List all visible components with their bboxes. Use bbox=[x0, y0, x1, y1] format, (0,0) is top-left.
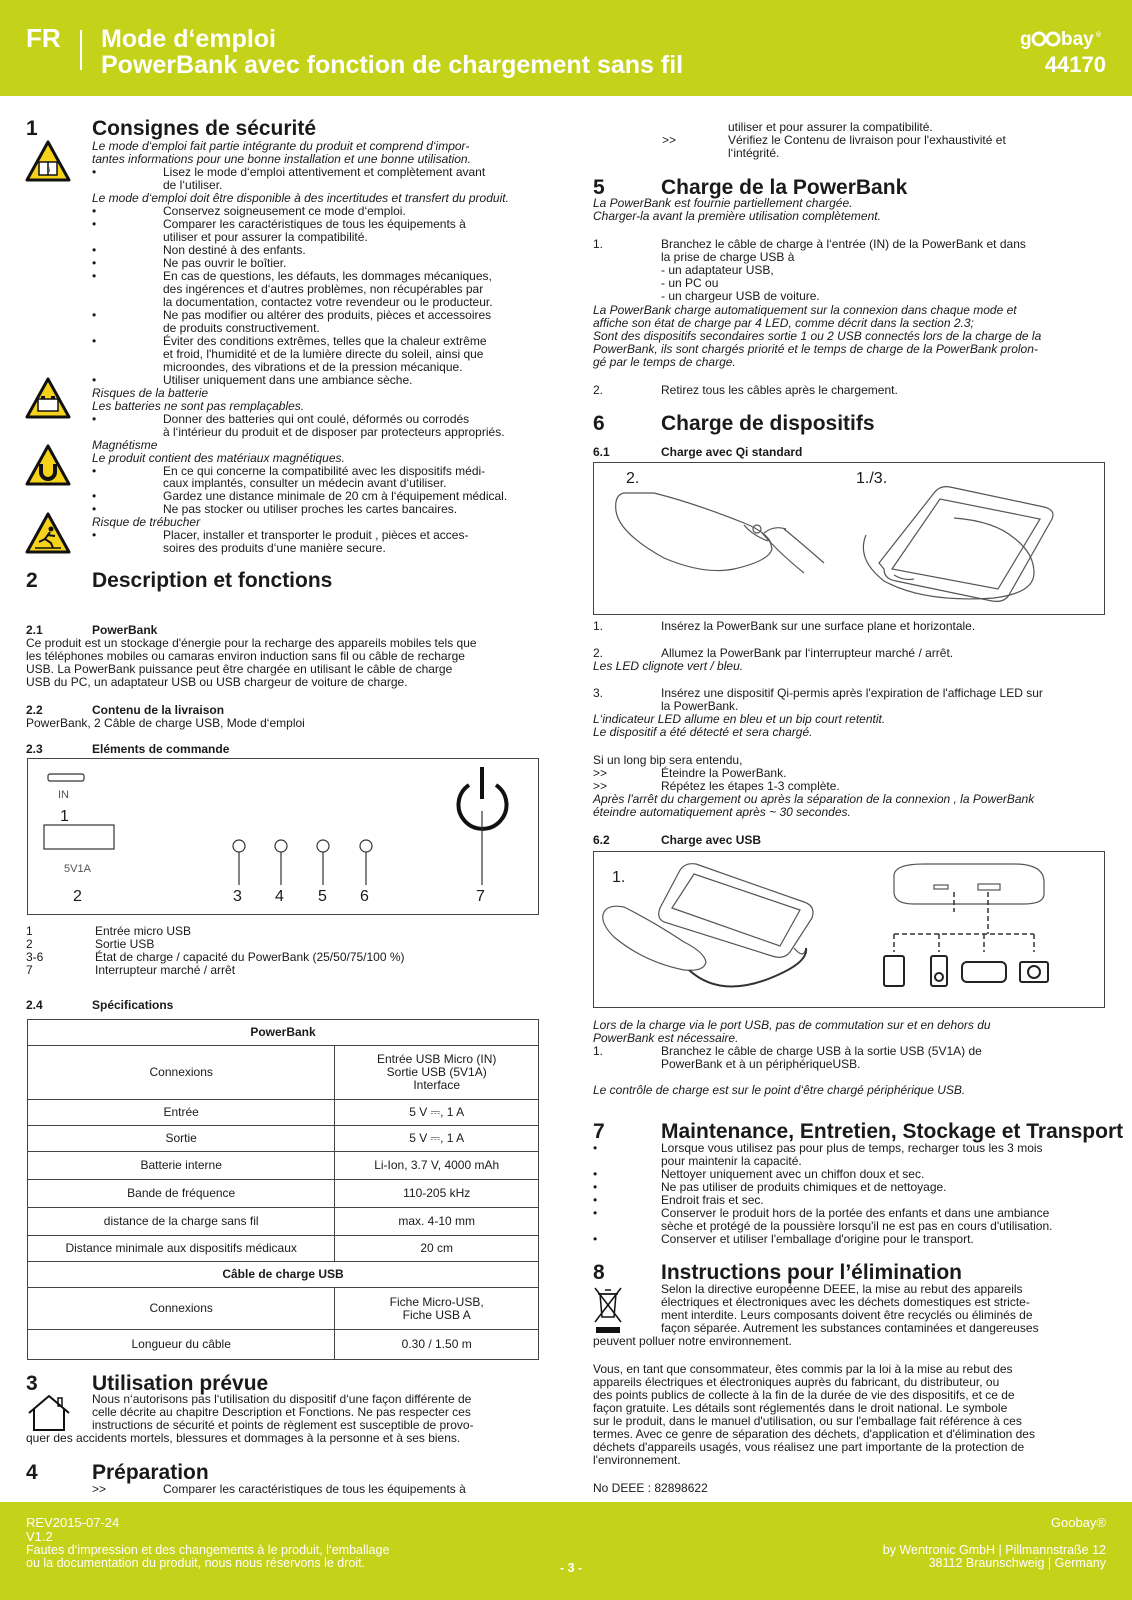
spec-header-cable: Câble de charge USB bbox=[28, 1262, 539, 1288]
safety-line: Ne pas modifier ou altérer des produits, pièces et accessoires bbox=[163, 307, 492, 322]
safety-line: et froid, l'humidité et de la lumière directe du soleil, ainsi que bbox=[163, 346, 484, 361]
section-8-number: 8 bbox=[593, 1261, 605, 1284]
language-code: FR bbox=[26, 23, 61, 53]
section-6-2-number: 6.2 bbox=[593, 833, 610, 847]
usb-charging-illustration bbox=[593, 851, 1105, 1008]
section-3-number: 3 bbox=[26, 1372, 38, 1395]
disposal-line: ment interdite. Leurs composants doivent être recyclés ou éliminés de bbox=[661, 1308, 1033, 1322]
step-text: Branchez le câble de charge USB à la sortie USB (5V1A) de bbox=[661, 1044, 982, 1058]
usb-step-label-1: 1. bbox=[612, 869, 626, 886]
spec-key: distance de la charge sans fil bbox=[28, 1208, 335, 1236]
bullet-icon: • bbox=[593, 1193, 598, 1207]
s5-note-2: Charger-la avant la première utilisation complètement. bbox=[593, 209, 881, 223]
safety-line: Le produit contient des matériaux magnétiques. bbox=[92, 450, 345, 465]
table-row bbox=[28, 1152, 539, 1180]
section-2-4-title: Spécifications bbox=[92, 998, 174, 1012]
home-icon bbox=[25, 1393, 73, 1433]
section-2-2-title: Contenu de la livraison bbox=[92, 703, 225, 717]
s5-note-1: La PowerBank est fournie partiellement chargée. bbox=[593, 196, 853, 210]
bullet-icon: • bbox=[92, 502, 97, 517]
spec-value: 5 V ⎓, 1 A bbox=[335, 1126, 539, 1152]
safety-line: Ne pas stocker ou utiliser proches les cartes bancaires. bbox=[163, 502, 458, 517]
prep-step-1-cont: utiliser et pour assurer la compatibilité. bbox=[728, 120, 933, 134]
bullet-icon: • bbox=[92, 489, 97, 504]
bullet-icon: • bbox=[92, 528, 97, 543]
tablet-icon bbox=[884, 956, 904, 986]
charging-note: La PowerBank charge automatiquement sur la connexion dans chaque mode et bbox=[593, 303, 1017, 317]
arrow-marker: >> bbox=[593, 766, 608, 780]
section-1-number: 1 bbox=[26, 117, 38, 140]
safety-line: tantes informations pour une bonne installation et une bonne utilisation. bbox=[92, 151, 471, 166]
intended-use-line: instructions de sécurité et points de règlement est susceptible de provo- bbox=[92, 1418, 474, 1432]
section-2-2-number: 2.2 bbox=[26, 703, 43, 717]
maintenance-line: Endroit frais et sec. bbox=[661, 1193, 764, 1207]
section-5-number: 5 bbox=[593, 176, 605, 199]
maintenance-line: Conserver le produit hors de la portée des enfants et dans une ambiance bbox=[661, 1206, 1050, 1220]
safety-line: Non destiné à des enfants. bbox=[163, 242, 306, 257]
prep-step-2-marker: >> bbox=[662, 133, 677, 147]
safety-line: Les batteries ne sont pas remplaçables. bbox=[92, 398, 305, 413]
spec-key: Sortie bbox=[28, 1126, 335, 1152]
maintenance-line: Conserver et utiliser l'emballage d'origine pour le transport. bbox=[661, 1232, 974, 1246]
spec-value: 5 V ⎓, 1 A bbox=[335, 1100, 539, 1126]
safety-line: En cas de questions, les défauts, les dommages mécaniques, bbox=[163, 268, 492, 283]
arrow-marker: >> bbox=[593, 779, 608, 793]
step-note: Le dispositif a été détecté et sera chargé. bbox=[593, 725, 813, 739]
table-row bbox=[28, 1180, 539, 1208]
qi-charging-illustration bbox=[593, 462, 1105, 615]
table-row bbox=[28, 1100, 539, 1126]
legend-text: Entrée micro USB bbox=[95, 924, 192, 938]
bullet-icon: • bbox=[593, 1232, 598, 1246]
table-row bbox=[28, 1236, 539, 1262]
maintenance-line: Lorsque vous utilisez pas pour plus de temps, recharger tous les 3 mois bbox=[661, 1141, 1043, 1155]
product-title: PowerBank avec fonction de chargement sans fil bbox=[101, 51, 684, 79]
section-8-title: Instructions pour l’élimination bbox=[661, 1261, 963, 1284]
package-contents: PowerBank, 2 Câble de charge USB, Mode d‘emploi bbox=[26, 716, 305, 730]
auto-off-note: Après l'arrêt du chargement ou après la séparation de la connexion , la PowerBank bbox=[593, 792, 1035, 806]
step-note: Les LED clignote vert / bleu. bbox=[593, 659, 744, 673]
address-line-2: 38112 Braunschweig | Germany bbox=[928, 1556, 1106, 1570]
callout-3: 3 bbox=[233, 888, 242, 905]
page-header bbox=[0, 0, 1132, 96]
prep-step-2: Vérifiez le Contenu de livraison pour l'exhaustivité et bbox=[728, 133, 1006, 147]
header-divider bbox=[80, 30, 82, 70]
qi-step-label-2: 2. bbox=[626, 470, 640, 487]
callout-4: 4 bbox=[275, 888, 284, 905]
spec-value: 0.30 / 1.50 m bbox=[335, 1330, 539, 1360]
version: V1.2 bbox=[26, 1529, 53, 1544]
spec-key: Bande de fréquence bbox=[28, 1180, 335, 1208]
section-7-number: 7 bbox=[593, 1120, 605, 1143]
spec-key: Connexions bbox=[28, 1288, 335, 1330]
maintenance-line: Ne pas utiliser de produits chimiques et de nettoyage. bbox=[661, 1180, 947, 1194]
micro-usb-port-icon bbox=[48, 774, 84, 781]
bullet-icon: • bbox=[92, 255, 97, 270]
spec-value: Fiche Micro-USB, Fiche USB A bbox=[335, 1288, 539, 1330]
step-text: Insérez une dispositif Qi-permis après l'expiration de l'affichage LED sur bbox=[661, 686, 1043, 700]
charging-note: gé par le temps de charge. bbox=[593, 355, 736, 369]
controls-diagram bbox=[27, 758, 539, 915]
description-line: USB du PC, un adaptateur USB ou USB chargeur de voiture de charge. bbox=[26, 675, 408, 689]
step-text: - un adaptateur USB, bbox=[661, 263, 774, 277]
spec-key: Longueur du câble bbox=[28, 1330, 335, 1360]
bullet-icon: • bbox=[92, 333, 97, 348]
safety-line: En ce qui concerne la compatibilité avec les dispositifs médi- bbox=[163, 463, 486, 478]
disposal-line: façon séparée. Autrement les substances contaminées et dangereuses bbox=[661, 1321, 1039, 1335]
section-6-title: Charge de dispositifs bbox=[661, 412, 875, 435]
callout-7: 7 bbox=[476, 888, 485, 905]
safety-line: Placer, installer et transporter le produit , pièces et acces- bbox=[163, 528, 469, 543]
trip-hazard-warning-icon bbox=[25, 512, 71, 554]
section-7-title: Maintenance, Entretien, Stockage et Transport bbox=[661, 1120, 1124, 1143]
step-text: - un chargeur USB de voiture. bbox=[661, 289, 820, 303]
page-footer bbox=[0, 1502, 1132, 1600]
safety-line: Gardez une distance minimale de 20 cm à l‘équipement médical. bbox=[163, 489, 508, 504]
callout-2: 2 bbox=[73, 888, 82, 905]
table-row bbox=[28, 1288, 539, 1330]
safety-line: microondes, des vibrations et de la pression mécanique. bbox=[163, 359, 463, 374]
callout-1: 1 bbox=[60, 808, 69, 825]
usb-note: Lors de la charge via le port USB, pas de commutation sur et en dehors du bbox=[593, 1018, 991, 1032]
disposal-line: électriques et électroniques avec les déchets domestiques est stricte- bbox=[661, 1295, 1030, 1309]
legend-number: 1 bbox=[26, 924, 33, 938]
safety-line: des ingérences et d‘autres problèmes, non récupérables par bbox=[163, 281, 484, 296]
safety-line: Le mode d‘emploi doit être disponible à des incertitudes et transfert du produit. bbox=[92, 190, 509, 205]
intended-use-line: quer des accidents mortels, blessures et dommages à la personne et à ses biens. bbox=[26, 1431, 461, 1445]
description-line: USB. La PowerBank puissance peut être chargée en utilisant le câble de charge bbox=[26, 662, 453, 676]
safety-line: de produits constructivement. bbox=[163, 320, 320, 335]
section-6-number: 6 bbox=[593, 412, 605, 435]
section-6-1-number: 6.1 bbox=[593, 445, 610, 459]
intended-use-line: Nous n‘autorisons pas l‘utilisation du dispositif d‘une façon différente de bbox=[92, 1392, 472, 1406]
brand-name: Goobay® bbox=[1050, 1515, 1106, 1530]
in-label: IN bbox=[58, 789, 69, 801]
step-number: 2. bbox=[593, 646, 604, 660]
step-text: Branchez le câble de charge à l‘entrée (IN) de la PowerBank et dans bbox=[661, 237, 1026, 251]
charging-note: PowerBank, ils sont chargés priorité et le temps de charge de la PowerBank prolon- bbox=[593, 342, 1038, 356]
disposal-line: des points publics de collecte à la fin de la durée de vie des dispositifs, et ce de bbox=[593, 1388, 1015, 1402]
bullet-icon: • bbox=[92, 372, 97, 387]
led-indicators bbox=[233, 840, 372, 885]
legend-number: 7 bbox=[26, 963, 33, 977]
step-note: L‘indicateur LED allume en bleu et un bip court retentit. bbox=[593, 712, 886, 726]
beep-step: Répétez les étapes 1-3 complète. bbox=[661, 779, 840, 793]
bullet-icon: • bbox=[92, 268, 97, 283]
step-number: 1. bbox=[593, 1044, 604, 1058]
section-5-title: Charge de la PowerBank bbox=[661, 176, 908, 199]
spec-key: Distance minimale aux dispositifs médicaux bbox=[28, 1236, 335, 1262]
table-row bbox=[28, 1046, 539, 1100]
legend-text: État de charge / capacité du PowerBank (25/50/75/100 %) bbox=[95, 950, 405, 964]
weee-number: No DEEE : 82898622 bbox=[593, 1481, 708, 1495]
step-text: Retirez tous les câbles après le chargement. bbox=[661, 383, 898, 397]
table-header-row bbox=[28, 1020, 539, 1046]
section-2-title: Description et fonctions bbox=[92, 569, 333, 592]
svg-text:bay: bay bbox=[1061, 29, 1094, 50]
prep-step-1-marker: >> bbox=[92, 1482, 107, 1496]
step-number: 3. bbox=[593, 686, 604, 700]
disposal-line: l'environnement. bbox=[593, 1453, 681, 1467]
power-switch-icon bbox=[459, 767, 507, 885]
step-number: 1. bbox=[593, 619, 604, 633]
article-number: 44170 bbox=[1044, 52, 1106, 77]
safety-line: Le mode d‘emploi fait partie intégrante du produit et comprend d‘impor- bbox=[92, 139, 470, 153]
bullet-icon: • bbox=[92, 203, 97, 218]
description-line: Ce produit est un stockage d'énergie pour la recharge des appareils mobiles tels que bbox=[26, 636, 477, 650]
svg-text:g: g bbox=[1020, 29, 1032, 50]
revision: REV2015-07-24 bbox=[26, 1515, 120, 1530]
step-text: la prise de charge USB à bbox=[661, 250, 795, 264]
legend-text: Sortie USB bbox=[95, 937, 155, 951]
safety-line: soires des produits d‘une manière secure. bbox=[163, 541, 386, 556]
section-4-title: Préparation bbox=[92, 1461, 209, 1484]
safety-line: Ne pas ouvrir le boîtier. bbox=[163, 255, 287, 270]
step-number: 1. bbox=[593, 237, 604, 251]
beep-step: Éteindre la PowerBank. bbox=[661, 766, 787, 780]
bullet-icon: • bbox=[593, 1141, 598, 1155]
read-manual-warning-icon bbox=[25, 140, 71, 182]
auto-off-note: éteindre automatiquement après ~ 30 secondes. bbox=[593, 805, 851, 819]
intended-use-line: celle décrite au chapitre Description et Fonctions. Ne pas respecter ces bbox=[92, 1405, 471, 1419]
safety-line: Risques de la batterie bbox=[92, 385, 209, 400]
callout-5: 5 bbox=[318, 888, 327, 905]
safety-line: Magnétisme bbox=[92, 437, 158, 452]
safety-line: Comparer les caractéristiques de tous les équipements à bbox=[163, 216, 466, 231]
section-2-4-number: 2.4 bbox=[26, 998, 43, 1012]
spec-value: 20 cm bbox=[335, 1236, 539, 1262]
step-text: Allumez la PowerBank par l‘interrupteur marché / arrêt. bbox=[661, 646, 954, 660]
spec-key: Entrée bbox=[28, 1100, 335, 1126]
bullet-icon: • bbox=[92, 242, 97, 257]
disclaimer-line-1: Fautes d‘impression et des changements à le produit, l‘emballage bbox=[26, 1543, 390, 1557]
usb-port-icon bbox=[44, 825, 114, 849]
doc-title: Mode d‘emploi bbox=[101, 25, 276, 53]
prep-step-2-cont: l‘intégrité. bbox=[728, 146, 780, 160]
disposal-line: déchets d'appareils usagés, vous réalisez une part importante de la protection de bbox=[593, 1440, 1025, 1454]
charging-note: Sont des dispositifs secondaires sortie 1 ou 2 USB connectés lors de la charge de la bbox=[593, 329, 1042, 343]
legend-number: 3-6 bbox=[26, 950, 44, 964]
svg-text:i: i bbox=[49, 168, 51, 174]
safety-line: Utiliser uniquement dans une ambiance sèche. bbox=[163, 372, 413, 387]
section-1-title: Consignes de sécurité bbox=[92, 117, 317, 140]
bullet-icon: • bbox=[92, 463, 97, 478]
safety-line: Lisez le mode d‘emploi attentivement et complètement avant bbox=[163, 164, 486, 179]
safety-line: caux implantés, consulter un médecin avant d‘utiliser. bbox=[163, 476, 447, 491]
weee-bin-icon bbox=[593, 1285, 623, 1335]
spec-value: Li-Ion, 3.7 V, 4000 mAh bbox=[335, 1152, 539, 1180]
charging-note: affiche son état de charge par 4 LED, comme décrit dans la section 2.3; bbox=[593, 316, 974, 330]
section-6-2-title: Charge avec USB bbox=[661, 833, 762, 847]
beep-text: Si un long bip sera entendu, bbox=[593, 753, 743, 767]
spec-value: Entrée USB Micro (IN) Sortie USB (5V1A) Interface bbox=[335, 1046, 539, 1100]
maintenance-line: pour maintenir la capacité. bbox=[661, 1154, 802, 1168]
disclaimer-line-2: ou la documentation du produit, nous nous réservons le droit. bbox=[26, 1556, 366, 1570]
disposal-line: façon gratuite. Les détails sont réglementés dans le droit national. Le symbole bbox=[593, 1401, 1008, 1415]
magnet-warning-icon bbox=[25, 444, 71, 486]
disposal-line: Selon la directive européenne DEEE, la mise au rebut des appareils bbox=[661, 1282, 1023, 1296]
maintenance-line: sèche et protégé de la poussière lorsqu'il ne est pas en cours d'utilisation. bbox=[661, 1219, 1053, 1233]
spec-key: Batterie interne bbox=[28, 1152, 335, 1180]
prep-step-1: Comparer les caractéristiques de tous les équipements à bbox=[163, 1482, 466, 1496]
usb-note: PowerBank est nécessaire. bbox=[593, 1031, 739, 1045]
step-text: PowerBank et à un périphériqueUSB. bbox=[661, 1057, 861, 1071]
table-row bbox=[28, 1330, 539, 1360]
bullet-icon: • bbox=[92, 164, 97, 179]
table-header-row bbox=[28, 1262, 539, 1288]
section-2-3-title: Eléments de commande bbox=[92, 742, 230, 756]
safety-line: Donner des batteries qui ont coulé, déformés ou corrodés bbox=[163, 411, 470, 426]
legend-number: 2 bbox=[26, 937, 33, 951]
page-number: - 3 - bbox=[560, 1561, 583, 1575]
disposal-line: termes. Avec ce genre de séparation des déchets, d'application et d'élimination des bbox=[593, 1427, 1035, 1441]
spec-key: Connexions bbox=[28, 1046, 335, 1100]
safety-line: à l‘intérieur du produit et de disposer par protecteurs appropriés. bbox=[163, 424, 505, 439]
section-2-1-number: 2.1 bbox=[26, 623, 43, 637]
specifications-table bbox=[27, 1019, 539, 1360]
disposal-line: sur le produit, dans le manuel d'utilisation, ou sur l'emballage fait référence à ces bbox=[593, 1414, 1022, 1428]
section-6-1-title: Charge avec Qi standard bbox=[661, 445, 803, 459]
spec-value: max. 4-10 mm bbox=[335, 1208, 539, 1236]
bullet-icon: • bbox=[593, 1180, 598, 1194]
bullet-icon: • bbox=[92, 411, 97, 426]
section-2-1-title: PowerBank bbox=[92, 623, 158, 637]
bullet-icon: • bbox=[92, 216, 97, 231]
bullet-icon: • bbox=[593, 1206, 598, 1220]
step-text: - un PC ou bbox=[661, 276, 719, 290]
safety-line: la documentation, contactez votre revendeur ou le producteur. bbox=[163, 294, 493, 309]
usb-note: Le contrôle de charge est sur le point d‘être chargé périphérique USB. bbox=[593, 1083, 966, 1097]
maintenance-line: Nettoyer uniquement avec un chiffon doux et sec. bbox=[661, 1167, 925, 1181]
step-number: 2. bbox=[593, 383, 604, 397]
game-console-icon bbox=[962, 962, 1006, 982]
section-2-number: 2 bbox=[26, 569, 38, 592]
callout-6: 6 bbox=[360, 888, 369, 905]
spec-header-powerbank: PowerBank bbox=[28, 1020, 539, 1046]
battery-warning-icon bbox=[25, 377, 71, 419]
table-row bbox=[28, 1208, 539, 1236]
goobay-logo bbox=[1020, 28, 1102, 55]
spec-value: 110-205 kHz bbox=[335, 1180, 539, 1208]
section-2-3-number: 2.3 bbox=[26, 742, 43, 756]
5v1a-label: 5V1A bbox=[64, 863, 91, 875]
step-text: Insérez la PowerBank sur une surface plane et horizontale. bbox=[661, 619, 976, 633]
description-line: les téléphones mobiles ou camaras environ induction sans fil ou câble de recharge bbox=[26, 649, 465, 663]
address-line-1: by Wentronic GmbH | Pillmannstraße 12 bbox=[882, 1543, 1106, 1557]
qi-step-label-1-3: 1./3. bbox=[856, 470, 888, 487]
disposal-line: peuvent polluer notre environnement. bbox=[593, 1334, 792, 1348]
svg-text:®: ® bbox=[1096, 32, 1102, 39]
step-text: la PowerBank. bbox=[661, 699, 739, 713]
safety-line: de l‘utiliser. bbox=[163, 177, 223, 192]
section-4-number: 4 bbox=[26, 1461, 38, 1484]
disposal-line: appareils électriques et électroniques auprès du fabricant, du distributeur, ou bbox=[593, 1375, 1000, 1389]
section-3-title: Utilisation prévue bbox=[92, 1372, 269, 1395]
disposal-line: Vous, en tant que consommateur, êtes commis par la loi à la mise au rebut des bbox=[593, 1362, 1013, 1376]
bullet-icon: • bbox=[593, 1167, 598, 1181]
safety-line: Risque de trébucher bbox=[92, 515, 201, 530]
safety-line: Conservez soigneusement ce mode d‘emploi. bbox=[163, 203, 406, 218]
bullet-icon: • bbox=[92, 307, 97, 322]
legend-text: Interrupteur marché / arrêt bbox=[95, 963, 236, 977]
safety-line: utiliser et pour assurer la compatibilité. bbox=[163, 229, 368, 244]
table-row bbox=[28, 1126, 539, 1152]
safety-line: Éviter des conditions extrêmes, telles que la chaleur extrême bbox=[163, 333, 487, 348]
